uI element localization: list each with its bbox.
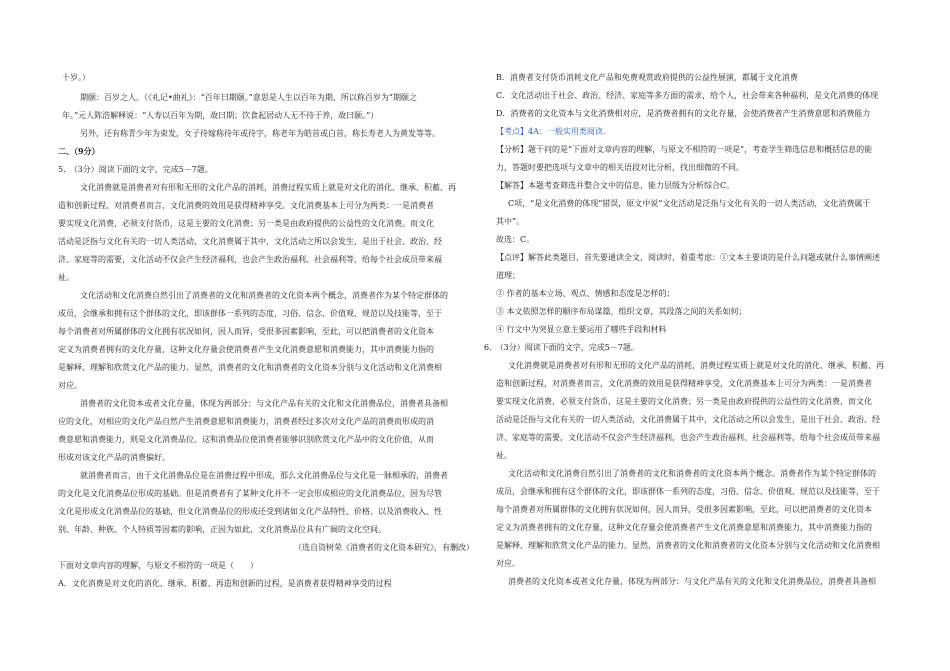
section-heading: 二、（9分） <box>58 146 100 156</box>
answer-line: C项，“是文化消费的体现”错误，原文中说“文化活动是泛指与文化有关的一切人类活动，文化消费属于 <box>508 199 871 208</box>
text-line: 活动是泛指与文化有关的一切人类活动，文化消费属于其中，文化活动之所以会发生，是出于社会、政治、经 <box>58 237 442 246</box>
text-line: 十岁。） <box>62 73 90 82</box>
text-line: 文化消费就是消费者对有形和无形的文化产品的消耗，消费过程实质上就是对文化的消化、继承、积蓄、再 <box>508 361 884 370</box>
text-line: 要实现文化消费，必须支付货币，这是主要的文化消费；另一类是由政府提供的公益性的文化消费。而文化 <box>58 219 434 228</box>
text-line: 文化活动和文化消费自然引出了消费者的文化和消费者的文化资本两个概念。消费者作为某个特定群体的 <box>508 469 876 478</box>
text-line: 成员，会继承和拥有这个群体的文化，即该群体一系列的态度，习俗、信念、价值观、规范以及技能等，至于 <box>58 309 442 318</box>
text-line: 定义为消费者拥有的文化存量，这种文化存量会使消费者产生文化消费意愿和消费能力，其中消费能力指的 <box>496 523 872 532</box>
question-number: 6. （3分）阅读下面的文字，完成5－7题。 <box>484 343 639 352</box>
analysis-line: 【分析】题干问的是“下面对文章内容的理解，与原文不相符的一项是”，考查学生筛选信息和概括信息的能 <box>496 145 873 154</box>
text-line: 年。”元人陈浩解释说：“人寿以百年为期，故曰期；饮食起居动人无不待于养，故曰颐。”） <box>62 111 379 120</box>
text-line: 造和创新过程，对消费者而言，文化消费的效用是获得精神享受。文化消费基本上可分为两类：一是消费者 <box>58 201 434 210</box>
answer-line: 【解答】本题考查筛选并整合文中的信息，能力层级为分析综合C。 <box>496 181 735 190</box>
text-line: 对应。 <box>496 559 520 568</box>
text-line: 别、年龄、种族、个人特质等因素的影响，正因为如此，文化消费品位具有广阔的文化空间。 <box>58 525 386 534</box>
text-line: 是解释、理解和欣赏文化产品的能力。显然，消费者的文化和消费者的文化资本分别与文化活动和文化消费相 <box>496 541 880 550</box>
text-line: 就消费者而言，由于文化消费品位是在消费过程中形成，那么文化消费品位与文化是一脉相承的，消费者 <box>80 471 448 480</box>
answer-line: 其中”。 <box>496 217 525 226</box>
text-line: 是解释、理解和欣赏文化产品的能力。显然，消费者的文化和消费者的文化资本分别与文化活动和文化消费相 <box>58 363 442 372</box>
text-line: 成员，会继承和拥有这个群体的文化，即该群体一系列的态度，习俗、信念、价值观、规范以及技能等，至于 <box>496 487 880 496</box>
text-line: 消费者的文化资本或者文化存量，体现为两部分：与文化产品有关的文化和文化消费品位，消费者具备相 <box>80 399 448 408</box>
source-citation: （选自资树荣《消费者的文化资本研究》，有删改） <box>294 543 474 552</box>
option-c: C．文化活动出于社会、政治、经济、家庭等多方面的需求，给个人，社会带来各种福利，是文化消费的体现 <box>496 91 879 100</box>
text-line: 的文化是文化消费品位形成的基础。但是消费者有了某种文化并不一定会形成相应的文化消费品位，因为尽管 <box>58 489 442 498</box>
kaodian-tag: 【考点】4A：一般实用类阅读. <box>496 127 606 136</box>
comment-line: 【点评】解答此类题目，首先要通读全文，阅读时，着重考虑：①文本主要谈的是什么问题或就什么事情阐述 <box>496 253 880 262</box>
text-line: 要实现文化消费，必须支付货币，这是主要的文化消费；另一类是由政府提供的公益性的文化消费，而文化 <box>496 397 872 406</box>
text-line: 造和创新过程，对消费者而言，文化消费的效用是获得精神享受，文化消费基本上可分为两类：一是消费者 <box>496 379 872 388</box>
text-line: 期颐：百岁之人。（《礼记•曲礼》：“百年曰期颐。”意思是人生以百年为期，所以称百岁为“期颐之 <box>80 93 417 102</box>
text-line: 每个消费者对所属群体的文化拥有状况如何，因人而异，受很多因素影响，至此，可以把消费者的文化资本 <box>58 327 434 336</box>
text-line: 文化消费就是消费者对有形和无形的文化产品的消耗，消费过程实质上就是对文化的消化、继承、积蓄、再 <box>80 183 456 192</box>
text-line: 文化是形成文化消费品位的基础，但文化消费品位的形成还受到诸如文化产品特性、价格、以及消费收入、性 <box>58 507 442 516</box>
comment-point: ② 作者的基本立场、观点、情感和态度是怎样的； <box>496 289 675 298</box>
option-d: D．消费者的文化资本与文化消费相对应，是消费者拥有的文化存量，会使消费者产生消费意愿和消费能力 <box>496 109 871 118</box>
text-line: 费意愿和消费能力，则是文化消费品位，这和消费品位使消费者能够识别欣赏文化产品中的文化价值，从而 <box>58 435 434 444</box>
text-line: 济、家庭等的需要，文化活动不仅会产生经济福利，也会产生政治福利、社会福利等，给每个社会成员带来福 <box>496 433 880 442</box>
text-line: 文化活动和文化消费自然引出了消费者的文化和消费者的文化资本两个概念，消费者作为某个特定群体的 <box>80 291 448 300</box>
text-line: 活动是泛指与文化有关的一切人类活动，文化消费属于其中，文化活动之所以会发生，是出于社会、政治、经 <box>496 415 880 424</box>
comment-point: ③ 本文依照怎样的顺序布局谋篇，组织文章，其段落之间的关系如何； <box>496 307 747 316</box>
question-number: 5. （3分）阅读下面的文字，完成5－7题。 <box>58 165 213 174</box>
text-line: 另外，还有称青少年为束发，女子待嫁称待年或待字，称老年为皓首或白首，称长寿老人为黄发等等。 <box>80 129 440 138</box>
answer-choice: 故选：C。 <box>496 235 535 244</box>
text-line: 济、家庭等的需要，文化活动不仅会产生经济福利，也会产生政治福利、社会福利等，给每个社会成员带来福 <box>58 255 442 264</box>
option-b: B．消费者支付货币消耗文化产品和免费观赏政府提供的公益性展演，都属于文化消费 <box>496 73 798 82</box>
comment-line: 道理； <box>496 271 520 280</box>
text-line: 消费者的文化资本或者文化存量，体现为两部分：与文化产品有关的文化和文化消费品位，消费者具备相 <box>508 577 876 586</box>
analysis-line: 力，答题时要把选项与文章中的相关语段对比分析，找出细微的不同。 <box>496 163 744 172</box>
text-line: 对应。 <box>58 381 82 390</box>
text-line: 应的文化，对相应的文化产品自然产生消费意愿和消费能力，消费者经过多次对文化产品的消费而形成的消 <box>58 417 434 426</box>
text-line: 每个消费者对所属群体的文化拥有状况如何，因人而异，受很多因素影响，至此，可以把消费者的文化资本 <box>496 505 872 514</box>
comment-point: ④ 行文中为突显立意主要运用了哪些手段和材料 <box>496 325 667 334</box>
question-stem: 下面对文章内容的理解，与原文不相符的一项是（ ） <box>58 561 258 570</box>
text-line: 祉。 <box>496 451 512 460</box>
text-line: 形成对该文化产品的消费偏好。 <box>58 453 170 462</box>
option-a: A．文化消费是对文化的消化、继承、积蓄、再造和创新的过程，是消费者获得精神享受的过程 <box>58 579 392 588</box>
text-line: 祉。 <box>58 273 74 282</box>
text-line: 定义为消费者拥有的文化存量，这种文化存量会使消费者产生文化消费意愿和消费能力，其中消费能力指的 <box>58 345 434 354</box>
